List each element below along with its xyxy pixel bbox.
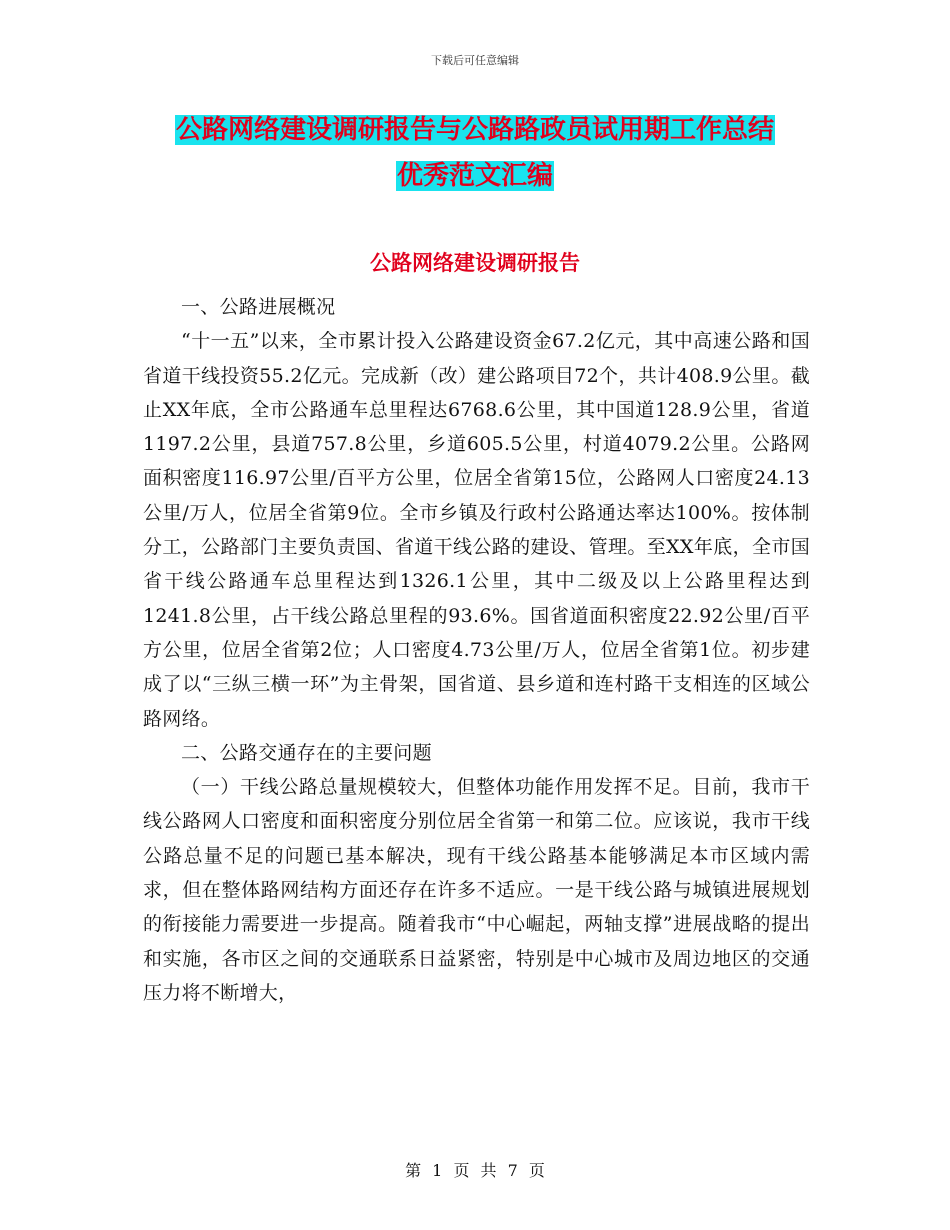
document-title-line-1 xyxy=(0,111,950,149)
paragraph-overview: “十一五”以来，全市累计投入公路建设资金67.2亿元，其中高速公路和国省道干线投资55.2亿元。完成新（改）建公路项目72个，共计408.9公里。截止XX年底，全市公路通车总里程达6768.6公里，其中国道128.9公里，省道1197.2公里，县道757.8公里，乡道605.5公里，村道4079.2公里。公路网面积密度116.97公里/百平方公里，位居全省第15位，公路网人口密度24.13公里/万人，位居全省第9位。全市乡镇及行政村公路通达率达100%。按体制分工，公路部门主要负责国、省道干线公路的建设、管理。至XX年底，全市国省干线公路通车总里程达到1326.1公里，其中二级及以上公路里程达到1241.8公里，占干线公路总里程的93.6%。国省道面积密度22.92公里/百平方公里，位居全省第2位；人口密度4.73公里/万人，位居全省第1位。初步建成了以“三纵三横一环”为主骨架，国省道、县乡道和连村路干支相连的区域公路网络。 xyxy=(143,330,810,730)
page-number-footer: 第 1 页 共 7 页 xyxy=(405,1161,545,1180)
document-title-line-2 xyxy=(0,157,950,195)
document-title-text-2: 优秀范文汇编 xyxy=(396,161,553,191)
heading-overview: 一、公路进展概况 xyxy=(181,296,336,318)
document-body xyxy=(143,290,810,1010)
heading-problems: 二、公路交通存在的主要问题 xyxy=(181,741,432,764)
header-note: 下载后可任意编辑 xyxy=(431,54,519,67)
paragraph-problems: （一）干线公路总量规模较大，但整体功能作用发挥不足。目前，我市干线公路网人口密度和面积密度分别位居全省第一和第二位。应该说，我市干线公路总量不足的问题已基本解决，现有干线公路基本能够满足本市区域内需求，但在整体路网结构方面还存在许多不适应。一是干线公路与城镇进展规划的衔接能力需要进一步提高。随着我市“中心崛起，两轴支撑”进展战略的提出和实施，各市区之间的交通联系日益紧密，特别是中心城市及周边地区的交通压力将不断增大， xyxy=(143,776,810,1004)
document-title-text-1: 公路网络建设调研报告与公路路政员试用期工作总结 xyxy=(175,115,774,145)
section-title: 公路网络建设调研报告 xyxy=(370,250,580,275)
